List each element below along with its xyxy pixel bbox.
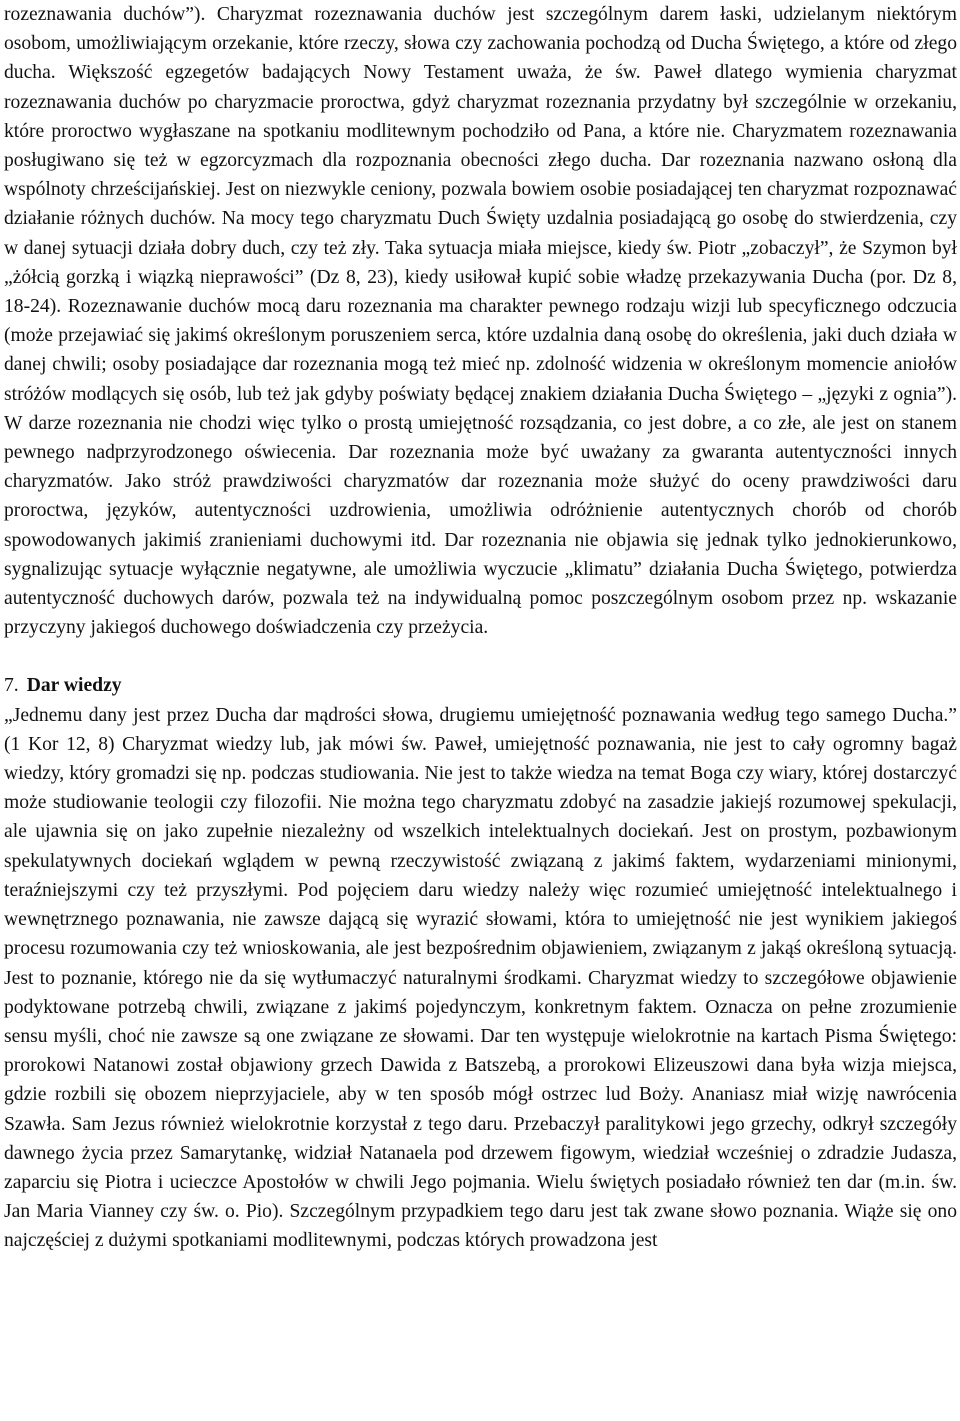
section-heading (4, 671, 957, 700)
paragraph-discernment: rozeznawania duchów”). Charyzmat rozeznawania duchów jest szczególnym darem łaski, udzielanym niektórym osobom, umożliwiającym orzekanie, które rzeczy, słowa czy zachowania pochodzą od Ducha Świętego, a które od złego ducha. Większość egzegetów badających Nowy Testament uważa, że św. Paweł dlatego wymienia charyzmat rozeznawania duchów po charyzmacie proroctwa, gdyż charyzmat rozeznania przydatny był szczególnie w orzekaniu, które proroctwo wygłaszane na spotkaniu modlitewnym pochodziło od Pana, a które nie. Charyzmatem rozeznawania posługiwano się też w egzorcyzmach dla rozpoznania obecności złego ducha. Dar rozeznania nazwano osłoną dla wspólnoty chrześcijańskiej. Jest on niezwykle ceniony, pozwala bowiem osobie posiadającej ten charyzmat rozpoznawać działanie różnych duchów. Na mocy tego charyzmatu Duch Święty uzdalnia posiadającą go osobę do stwierdzenia, czy w danej sytuacji działa dobry duch, czy też zły. Taka sytuacja miała miejsce, kiedy św. Piotr „zobaczył”, że Szymon był „żółcią gorzką i wiązką nieprawości” (Dz 8, 23), kiedy usiłował kupić sobie władzę przekazywania Ducha (por. Dz 8, 18-24). Rozeznawanie duchów mocą daru rozeznania ma charakter pewnego rodzaju wizji lub specyficznego odczucia (może przejawiać się jakimś określonym poruszeniem serca, które uzdalnia daną osobę do określenia, jaki duch działa w danej chwili; osoby posiadające dar rozeznania mogą też mieć np. zdolność widzenia w określonym momencie aniołów stróżów modlących się osób, lub też jak gdyby poświaty będącej znakiem działania Ducha Świętego – „języki z ognia”). W darze rozeznania nie chodzi więc tylko o prostą umiejętność rozsądzania, co jest dobre, a co złe, ale jest on stanem pewnego nadprzyrodzonego oświecenia. Dar rozeznania może być uważany za gwaranta autentyczności innych charyzmatów. Jako stróż prawdziwości charyzmatów dar rozeznania może służyć do oceny prawdziwości daru proroctwa, języków, autentyczności uzdrowienia, umożliwia odróżnienie autentycznych chorób od chorób spowodowanych jakimiś zranieniami duchowymi itd. Dar rozeznania nie objawia się jednak tylko jednokierunkowo, sygnalizując sytuacje wyłącznie negatywne, ale umożliwia wyczucie „klimatu” działania Ducha Świętego, potwierdza autentyczność duchowych darów, pozwala też na indywidualną pomoc poszczególnym osobom przez np. wskazanie przyczyny jakiegoś duchowego doświadczenia czy przeżycia. (4, 4, 957, 639)
paragraph-knowledge: „Jednemu dany jest przez Ducha dar mądrości słowa, drugiemu umiejętność poznawania według tego samego Ducha.” (1 Kor 12, 8) Charyzmat wiedzy lub, jak mówi św. Paweł, umiejętność poznawania, nie jest to cały ogromny bagaż wiedzy, który gromadzi się np. podczas studiowania. Nie jest to także wiedza na temat Boga czy wiary, której dostarczyć może studiowanie teologii czy filozofii. Nie można tego charyzmatu zdobyć na zasadzie jakiejś rozumowej spekulacji, ale ujawnia się on jako zupełnie niezależny od wszelkich intelektualnych dociekań. Jest on prostym, pozbawionym spekulatywnych dociekań wglądem w pewną rzeczywistość związaną z jakimś faktem, wydarzeniami minionymi, teraźniejszymi czy też przyszłymi. Pod pojęciem daru wiedzy należy więc rozumieć umiejętność intelektualnego i wewnętrznego poznawania, nie zawsze dającą się wyrazić słowami, która to umiejętność nie jest wynikiem jakiegoś procesu rozumowania czy też wnioskowania, ale jest bezpośrednim objawieniem, związanym z jakąś określoną sytuacją. Jest to poznanie, którego nie da się wytłumaczyć naturalnymi środkami. Charyzmat wiedzy to szczegółowe objawienie podyktowane potrzebą chwili, związane z jakimś pojedynczym, konkretnym faktem. Oznacza on pełne zrozumienie sensu myśli, choć nie zawsze są one związane ze słowami. Dar ten występuje wielokrotnie na kartach Pisma Świętego: prorokowi Natanowi został objawiony grzech Dawida z Batszebą, a prorokowi Elizeuszowi dana była wizja miejsca, gdzie rozbili się obozem nieprzyjaciele, aby w ten sposób mógł ostrzec lud Boży. Ananiasz miał wizję nawrócenia Szawła. Sam Jezus również wielokrotnie korzystał z tego daru. Przebaczył paralitykowi jego grzechy, odkrył szczegóły dawnego życia przez Samarytankę, widział Natanaela pod drzewem figowym, wiedział wcześniej o zdradzie Judasza, zaparciu się Piotra i ucieczce Apostołów w chwili Jego pojmania. Wielu świętych posiadało również ten dar (m.in. św. Jan Maria Vianney czy św. o. Pio). Szczególnym przypadkiem tego daru jest tak zwane słowo poznania. Wiąże się ono najczęściej z dużymi spotkaniami modlitewnymi, podczas których prowadzona jest (4, 704, 957, 1252)
section-number: 7. (4, 675, 19, 697)
section-title: Dar wiedzy (26, 675, 122, 697)
